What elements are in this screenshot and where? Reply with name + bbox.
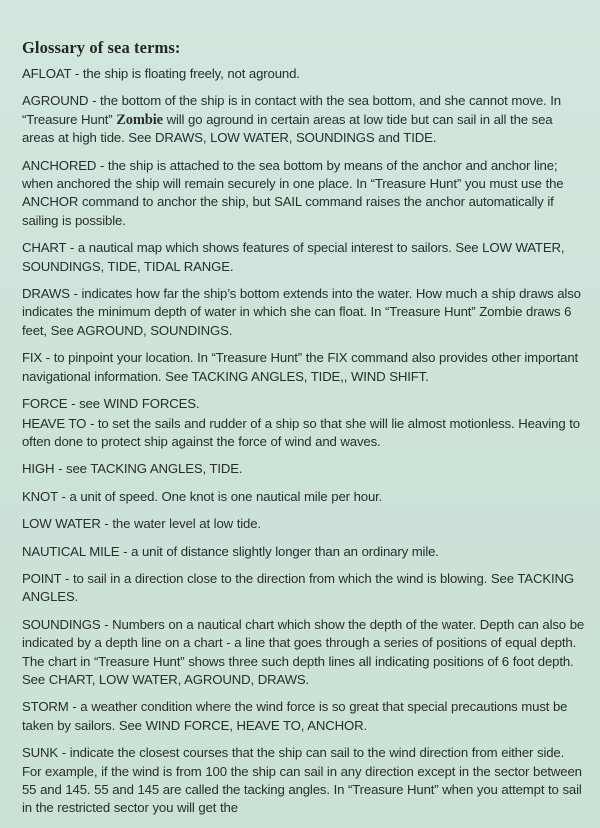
entry-fix: FIX - to pinpoint your location. In “Treasure Hunt” the FIX command also provides other important navigational information. See TACKING ANGLES, TIDE,, WIND SHIFT. [22, 350, 579, 384]
entry-high: HIGH - see TACKING ANGLES, TIDE. [22, 461, 243, 477]
entry-aground-ship-name: Zombie [116, 111, 163, 128]
entry-storm: STORM - a weather condition where the wind force is so great that special precautions must be taken by sailors. See WIND FORCE, HEAVE TO, ANCHOR. [22, 699, 568, 733]
entry-point: POINT - to sail in a direction close to the direction from which the wind is blowing. See TACKING ANGLES. [22, 570, 574, 605]
entry-aground [22, 92, 586, 147]
entry-knot: KNOT - a unit of speed. One knot is one nautical mile per hour. [22, 488, 383, 504]
entry-afloat: AFLOAT - the ship is floating freely, not aground. [22, 66, 300, 81]
entry-sunk: SUNK - indicate the closest courses that the ship can sail to the wind direction from either side. For example, if the wind is from 100 the ship can sail in any direction except in the sector between 55 and 145. 55 and 145 are called the tacking angles. In “Treasure Hunt” when you attempt to sail in the restricted sector you will get the [22, 745, 582, 816]
entry-chart: CHART - a nautical map which shows features of special interest to sailors. See LOW WATER, SOUNDINGS, TIDE, TIDAL RANGE. [22, 240, 565, 274]
entry-heave-to: HEAVE TO - to set the sails and rudder of a ship so that she will lie almost motionless. Heaving to often done to protect ship against the force of wind and waves. [22, 415, 580, 449]
entry-anchored: ANCHORED - the ship is attached to the sea bottom by means of the anchor and anchor line; when anchored the ship will remain securely in one place. In “Treasure Hunt” you must use the ANCHOR command to anchor the ship, but SAIL command raises the anchor automatically if sailing is possible. [22, 157, 564, 228]
entry-soundings: SOUNDINGS - Numbers on a nautical chart which show the depth of the water. Depth can also be indicated by a depth line on a chart - a line that goes through a series of positions of equal depth. The chart in “Treasure Hunt” shows three such depth lines all indicating positions of 6 foot depth. See CHART, LOW WATER, AGROUND, DRAWS. [22, 616, 585, 687]
entry-aground-text-after: will go aground in certain areas at low tide but can sail in all the sea areas at high tide. See DRAWS, LOW WATER, SOUNDINGS and TIDE. [22, 111, 553, 146]
glossary-title: Glossary of sea terms: [22, 38, 181, 57]
entry-draws: DRAWS - indicates how far the ship’s bottom extends into the water. How much a ship draws also indicates the minimum depth of water in which she can float. In “Treasure Hunt” Zombie draws 6 feet, See AGROUND, SOUNDINGS. [22, 286, 581, 338]
entry-nautical-mile: NAUTICAL MILE - a unit of distance slightly longer than an ordinary mile. [22, 543, 439, 559]
entry-force: FORCE - see WIND FORCES. [22, 396, 200, 412]
entry-aground-text-before: AGROUND - the bottom of the ship is in contact with the sea bottom, and she cannot move. In “Treasure Hunt” [22, 93, 561, 127]
entry-low-water: LOW WATER - the water level at low tide. [22, 516, 261, 532]
